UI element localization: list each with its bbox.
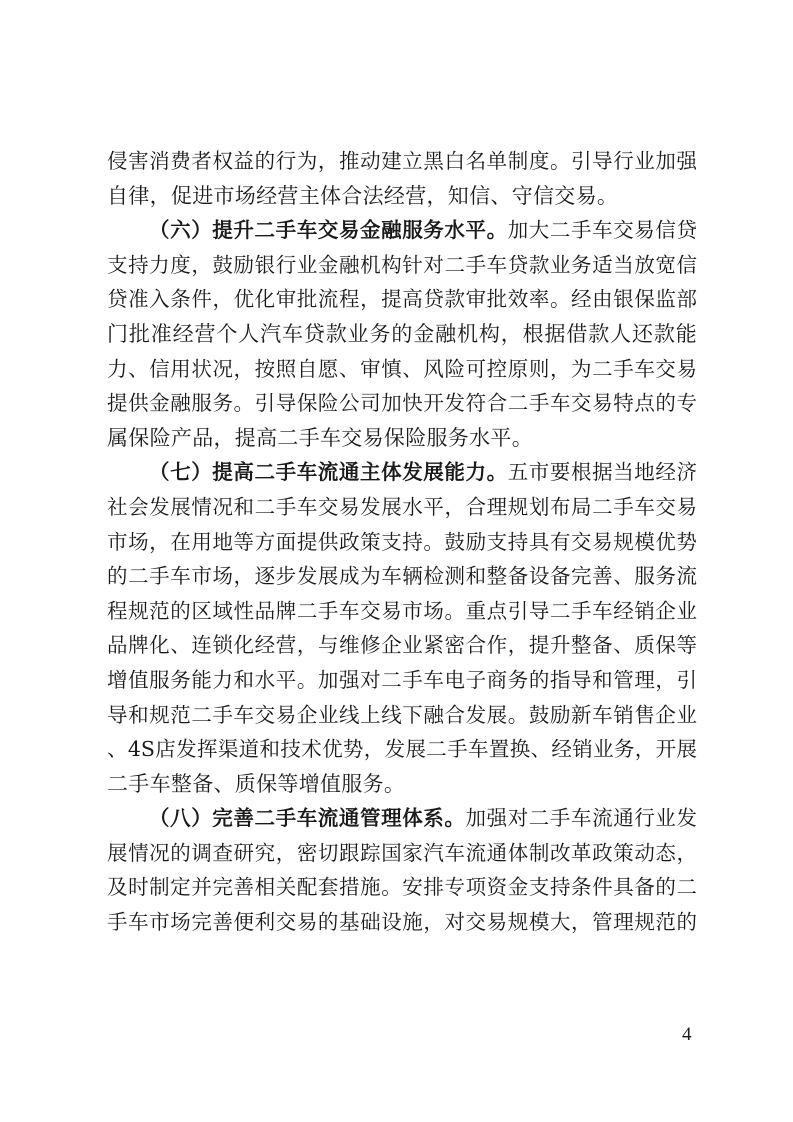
text-span: 加强对二手车流通行业发 xyxy=(465,806,697,831)
page-number: 4 xyxy=(682,1024,692,1045)
text-line: 导和规范二手车交易企业线上线下融合发展。鼓励新车销售企业 xyxy=(107,702,697,727)
text-line: 属保险产品，提高二手车交易保险服务水平。 xyxy=(107,425,533,450)
section-heading: （七）提高二手车流通主体发展能力。 xyxy=(149,460,508,485)
text-span: 五市要根据当地经济 xyxy=(507,460,698,485)
body-text xyxy=(107,144,697,940)
text-line: 社会发展情况和二手车交易发展水平，合理规划布局二手车交易 xyxy=(107,494,697,519)
text-line: 手车市场完善便利交易的基础设施，对交易规模大，管理规范的 xyxy=(107,910,697,935)
text-line: 及时制定并完善相关配套措施。安排专项资金支持条件具备的二 xyxy=(107,875,697,900)
paragraph-first-line xyxy=(107,213,697,248)
paragraph-first-line xyxy=(107,801,697,836)
text-line: 支持力度，鼓励银行业金融机构针对二手车贷款业务适当放宽信 xyxy=(107,252,697,277)
text-line: 市场，在用地等方面提供政策支持。鼓励支持具有交易规模优势 xyxy=(107,529,697,554)
text-line: 二手车整备、质保等增值服务。 xyxy=(107,771,406,796)
section-heading: （八）完善二手车流通管理体系。 xyxy=(149,806,466,831)
text-line: 程规范的区域性品牌二手车交易市场。重点引导二手车经销企业 xyxy=(107,598,697,623)
text-line: 力、信用状况，按照自愿、审慎、风险可控原则，为二手车交易 xyxy=(107,356,697,381)
section-heading: （六）提升二手车交易金融服务水平。 xyxy=(149,218,508,243)
text-line: 品牌化、连锁化经营，与维修企业紧密合作，提升整备、质保等 xyxy=(107,633,697,658)
text-span: 加大二手车交易信贷 xyxy=(507,218,698,243)
text-line: 提供金融服务。引导保险公司加快开发符合二手车交易特点的专 xyxy=(107,391,697,416)
text-line: 增值服务能力和水平。加强对二手车电子商务的指导和管理，引 xyxy=(107,667,697,692)
text-line: 展情况的调查研究，密切跟踪国家汽车流通体制改革政策动态， xyxy=(107,840,697,865)
text-line: 、4S店发挥渠道和技术优势，发展二手车置换、经销业务，开展 xyxy=(107,737,697,762)
text-line: 门批准经营个人汽车贷款业务的金融机构，根据借款人还款能 xyxy=(107,321,697,346)
paragraph-first-line xyxy=(107,455,697,490)
text-line: 侵害消费者权益的行为，推动建立黑白名单制度。引导行业加强 xyxy=(107,149,697,173)
text-line: 的二手车市场，逐步发展成为车辆检测和整备设备完善、服务流 xyxy=(107,564,697,589)
text-line: 自律，促进市场经营主体合法经营，知信、守信交易。 xyxy=(107,183,619,208)
text-line: 贷准入条件，优化审批流程，提高贷款审批效率。经由银保监部 xyxy=(107,287,697,312)
